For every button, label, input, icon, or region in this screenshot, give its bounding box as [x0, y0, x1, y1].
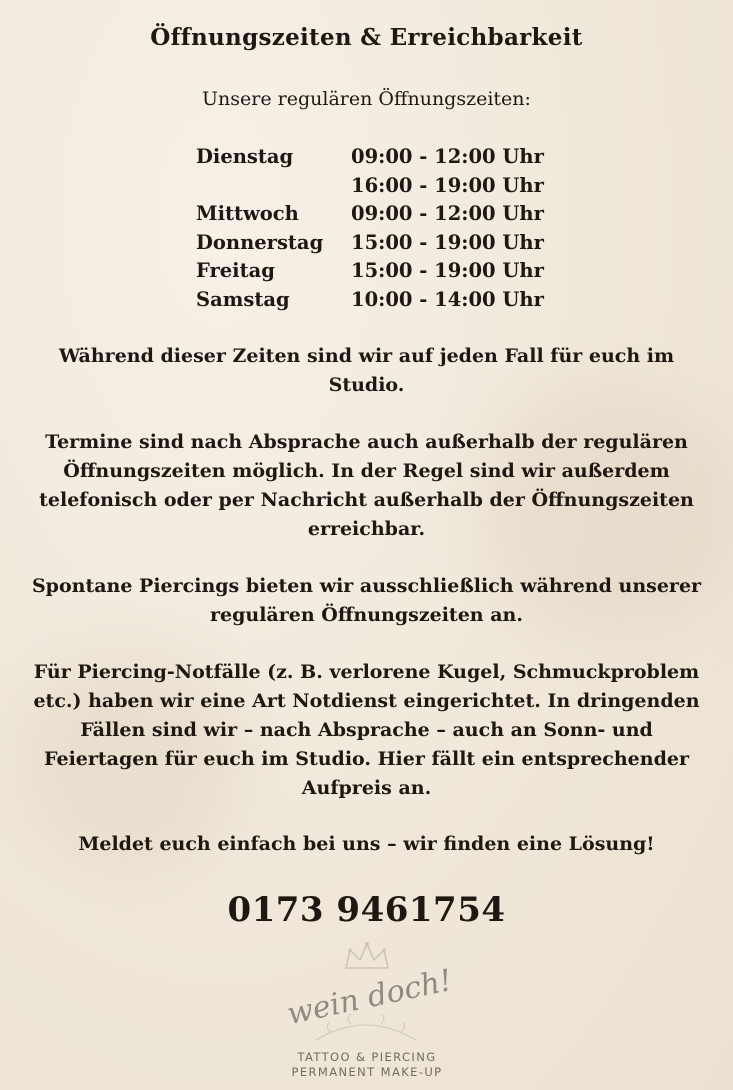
- page-title: Öffnungszeiten & Erreichbarkeit: [150, 24, 583, 51]
- phone-number[interactable]: 0173 9461754: [227, 890, 506, 930]
- hours-subtitle: Unsere regulären Öffnungszeiten:: [202, 88, 531, 110]
- hours-time: 16:00 - 19:00 Uhr: [351, 173, 544, 197]
- hours-row: [196, 172, 556, 201]
- hours-row: [196, 200, 556, 229]
- hours-time: 09:00 - 12:00 Uhr: [351, 145, 544, 168]
- hours-time: 10:00 - 14:00 Uhr: [351, 287, 544, 311]
- opening-hours-table: [196, 143, 556, 315]
- hours-time: 15:00 - 19:00 Uhr: [351, 230, 544, 254]
- hours-row: [196, 286, 556, 315]
- crown-icon: [340, 940, 394, 976]
- logo-tagline-1: TATTOO & PIERCING: [297, 1050, 437, 1064]
- hours-time: 15:00 - 19:00 Uhr: [351, 259, 544, 283]
- studio-presence-text: Während dieser Zeiten sind wir auf jeden Fall für euch im Studio.: [58, 345, 675, 396]
- hours-day: Dienstag: [196, 145, 294, 168]
- hours-row: [196, 229, 556, 258]
- hours-day: Freitag: [196, 259, 275, 283]
- logo-script: wein doch!: [284, 962, 456, 1033]
- spontaneous-piercings-text: Spontane Piercings bieten wir ausschließlich während unserer regulären Öffnungszeiten an.: [31, 575, 702, 626]
- studio-logo: [236, 940, 498, 1090]
- logo-tagline-2: PERMANENT MAKE-UP: [291, 1065, 443, 1079]
- appointments-text: Termine sind nach Absprache auch außerhalb der regulären Öffnungszeiten möglich. In der Regel sind wir außerdem telefonisch oder per Nachricht außerhalb der Öffnungszeiten erreichbar.: [39, 431, 694, 540]
- hours-day: Donnerstag: [196, 230, 324, 254]
- hours-time: 09:00 - 12:00 Uhr: [351, 202, 544, 226]
- hours-day: Mittwoch: [196, 202, 299, 226]
- hours-day: Samstag: [196, 287, 290, 311]
- hours-row: [196, 143, 556, 172]
- hours-row: [196, 257, 556, 286]
- contact-note-text: Meldet euch einfach bei uns – wir finden eine Lösung!: [78, 833, 655, 855]
- emergency-service-text: Für Piercing-Notfälle (z. B. verlorene Kugel, Schmuckproblem etc.) haben wir eine Art Notdienst eingerichtet. In dringenden Fällen sind wir – nach Absprache – auch an Sonn- und Feiertagen für euch im Studio. Hier fällt ein entsprechender Aufpreis an.: [33, 661, 700, 799]
